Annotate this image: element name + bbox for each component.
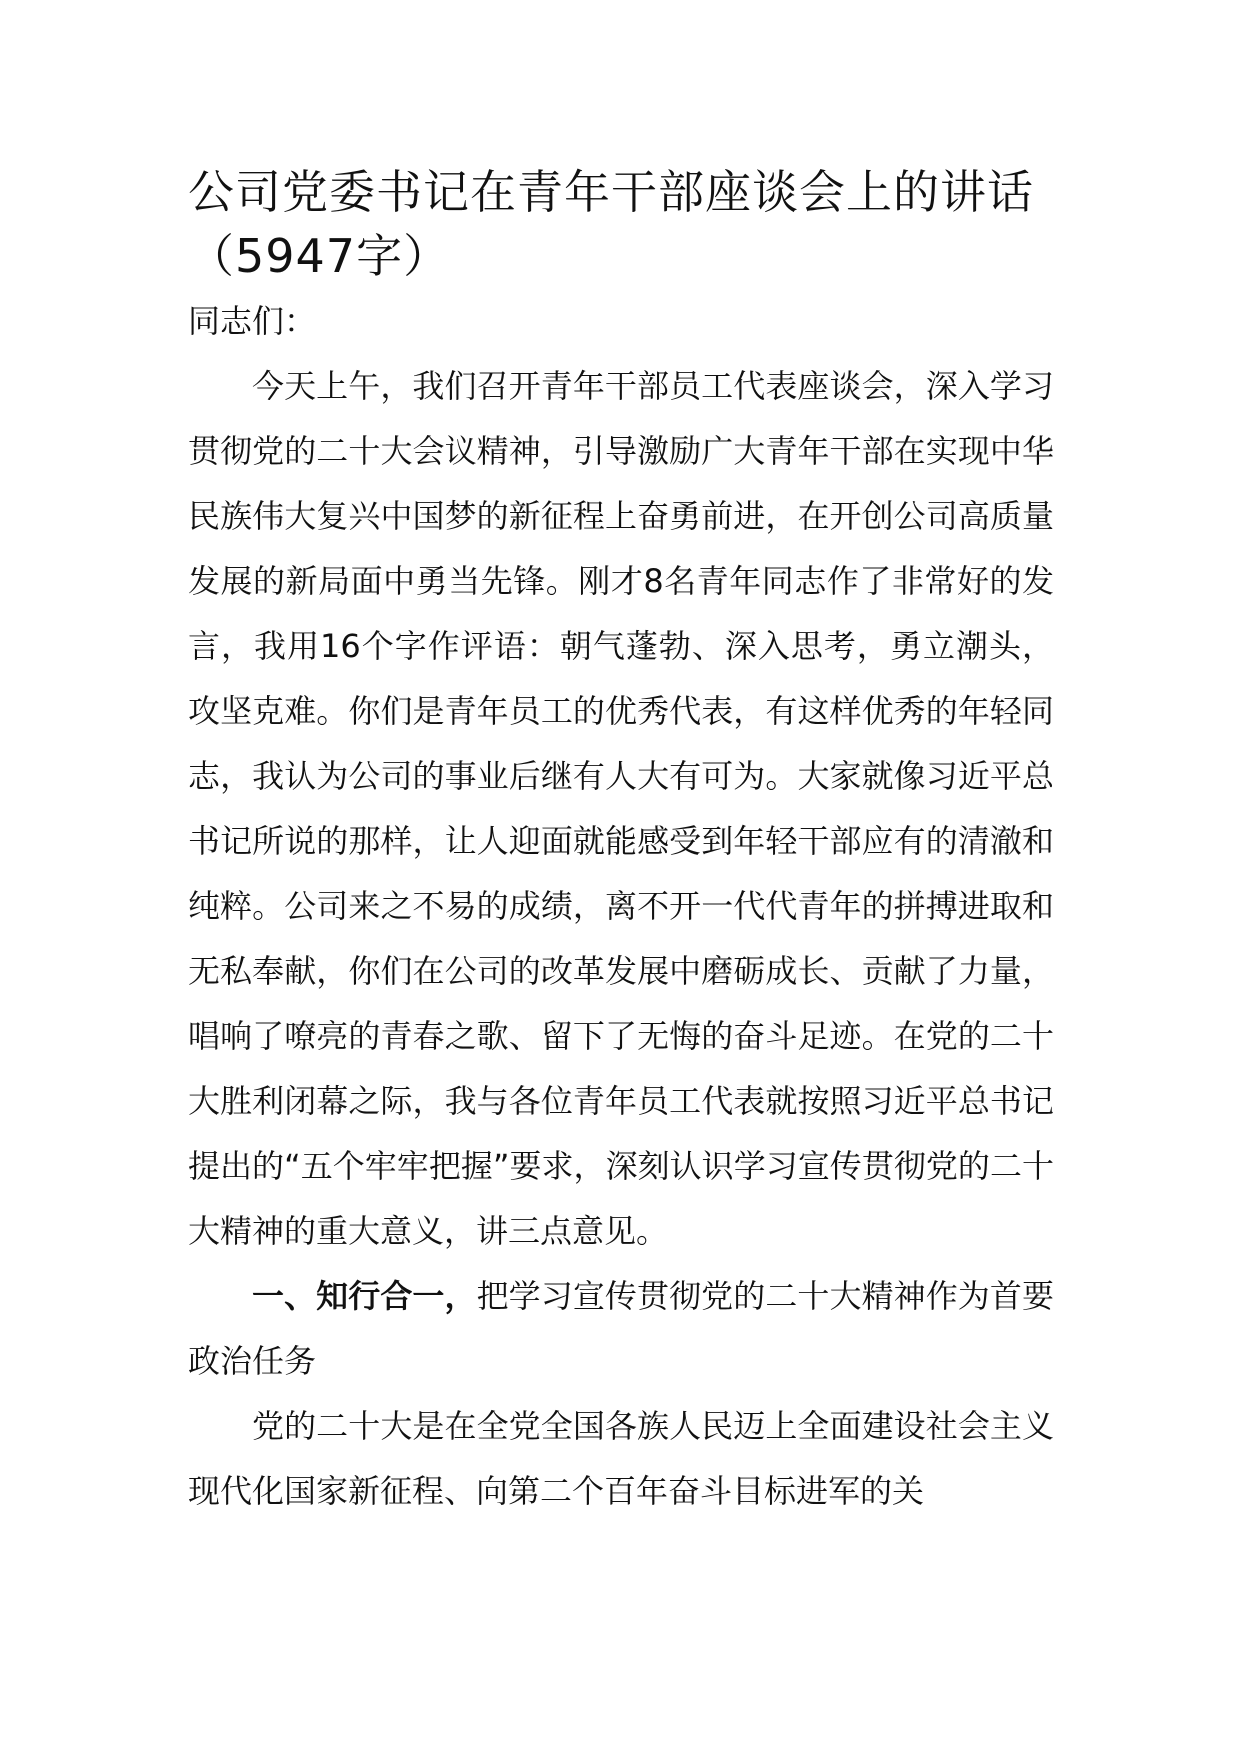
section-heading-lead: 一、知行合一， [252,1277,477,1315]
intro-paragraph: 今天上午，我们召开青年干部员工代表座谈会，深入学习贯彻党的二十大会议精神，引导激励广大青年干部在实现中华民族伟大复兴中国梦的新征程上奋勇前进，在开创公司高质量发展的新局面中勇当先锋。刚才8名青年同志作了非常好的发言，我用16个字作评语：朝气蓬勃、深入思考，勇立潮头，攻坚克难。你们是青年员工的优秀代表，有这样优秀的年轻同志，我认为公司的事业后继有人大有可为。大家就像习近平总书记所说的那样，让人迎面就能感受到年轻干部应有的清澈和纯粹。公司来之不易的成绩，离不开一代代青年的拼搏进取和无私奉献，你们在公司的改革发展中磨砺成长、贡献了力量，唱响了嘹亮的青春之歌、留下了无悔的奋斗足迹。在党的二十大胜利闭幕之际，我与各位青年员工代表就按照习近平总书记提出的“五个牢牢把握”要求，深刻认识学习宣传贯彻党的二十大精神的重大意义，讲三点意见。 [188,367,1054,1250]
document-title: 公司党委书记在青年干部座谈会上的讲话（5947字） [188,165,1034,283]
section-heading-rest: 把学习宣传贯彻党的二十大精神作为首要政治任务 [188,1277,1054,1380]
salutation: 同志们： [188,302,317,340]
section-1-paragraph: 党的二十大是在全党全国各族人民迈上全面建设社会主义现代化国家新征程、向第二个百年奋斗目标进军的关 [188,1407,1054,1510]
section-heading-1 [188,1264,1054,1394]
document-page [188,160,1054,1524]
